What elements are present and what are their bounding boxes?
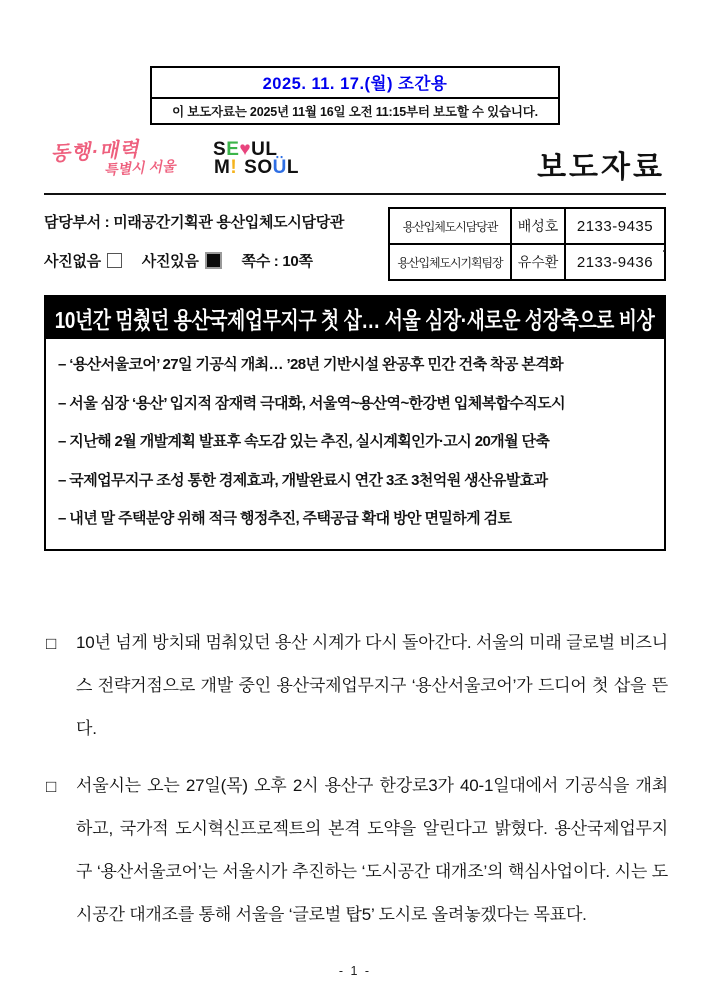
paragraph-marker: □ xyxy=(46,633,57,653)
logo-letters-ul: UL xyxy=(251,139,278,160)
slogan-line1: 동행·매력 xyxy=(50,138,141,166)
contact-title: 용산입체도시기획팀장 xyxy=(389,244,511,280)
photo-none-checkbox xyxy=(107,253,122,268)
paragraph-text: 서울시는 오는 27일(목) 오후 2시 용산구 한강로3가 40-1일대에서 기공식을 개최하고, 국가적 도시혁신프로젝트의 본격 도약을 알린다고 밝혔다. 용산국제업무지구 ‘용산서울코어’는 서울시가 추진하는 ‘도시공간 대개조’의 핵심사업이다. 시는 도시공간 대개조를 통해 서울을 ‘글로벌 탑5’ 도시로 올려놓겠다는 목표다. xyxy=(76,775,668,924)
heart-icon: ♥ xyxy=(239,139,252,160)
photo-yes-label: 사진있음 xyxy=(141,253,199,270)
headline-title: 10년간 멈췄던 용산국제업무지구 첫 삽… 서울 심장·새로운 성장축으로 비상 xyxy=(55,306,655,333)
seoul-my-soul-logo xyxy=(213,141,299,177)
paragraph-text: 10년 넘게 방치돼 멈춰있던 용산 시계가 다시 돌아간다. 서울의 미래 글로벌 비즈니스 전략거점으로 개발 중인 용산국제업무지구 ‘용산서울코어’가 드디어 첫 삽을 뜬다. xyxy=(76,632,668,738)
contact-info-section xyxy=(0,195,710,285)
headline-bullet: – ‘용산서울코어’ 27일 기공식 개최… ’28년 기반시설 완공후 민간 건축 착공 본격화 xyxy=(58,356,564,373)
stray-period: . xyxy=(662,240,666,255)
contact-row xyxy=(389,208,665,244)
contact-name: 유수환 xyxy=(511,244,565,280)
paragraph-marker: □ xyxy=(46,776,57,796)
headline-bullet: – 지난해 2월 개발계획 발표후 속도감 있는 추진, 실시계획인가·고시 20개월 단축 xyxy=(58,433,550,450)
contact-name: 배성호 xyxy=(511,208,565,244)
contact-row xyxy=(389,244,665,280)
header-logo-row xyxy=(0,125,710,187)
logo-letter-l: L xyxy=(286,157,299,178)
headline-box xyxy=(44,295,666,551)
photo-yes-checkbox xyxy=(205,252,222,269)
headline-bullet: – 서울 심장 ‘용산’ 입지적 잠재력 극대화, 서울역~용산역~한강변 입체복합수직도시 xyxy=(58,394,565,412)
logo-letter-e-green: E xyxy=(226,139,240,160)
pages-label: 쪽수 : xyxy=(241,253,279,270)
contact-phone: 2133-9435 xyxy=(565,208,665,244)
paragraph xyxy=(46,764,668,936)
contact-title: 용산입체도시담당관 xyxy=(389,208,511,244)
photo-none-label: 사진없음 xyxy=(44,253,101,270)
headline-bullets xyxy=(46,339,664,549)
headline-bar xyxy=(46,297,664,339)
embargo-notice-box xyxy=(150,66,560,125)
paragraph xyxy=(46,621,668,750)
article-body xyxy=(46,621,668,936)
dept-info xyxy=(44,207,384,271)
release-date: 2025. 11. 17.(월) 조간용 xyxy=(152,68,558,99)
headline-bullet: – 내년 말 주택분양 위해 적극 행정추진, 주택공급 확대 방안 면밀하게 검토 xyxy=(58,510,512,527)
logo-letter-s: S xyxy=(213,139,227,160)
page-number: - 1 - xyxy=(338,964,372,978)
seoul-city-slogan-logo xyxy=(50,138,180,180)
logo-letters-so: SO xyxy=(244,157,273,178)
contact-table xyxy=(388,207,666,281)
exclamation-icon: ! xyxy=(230,157,238,178)
dept-value: 미래공간기획관 용산입체도시담당관 xyxy=(113,214,345,231)
contact-phone: 2133-9436 xyxy=(565,244,665,280)
logo-letter-m: M xyxy=(214,157,231,178)
smile-u-icon: Ü xyxy=(272,157,287,178)
embargo-text: 이 보도자료는 2025년 11월 16일 오전 11:15부터 보도할 수 있습니다. xyxy=(172,105,538,119)
dept-label: 담당부서 : xyxy=(44,214,110,231)
headline-bullet: – 국제업무지구 조성 통한 경제효과, 개발완료시 연간 3조 3천억원 생산유발효과 xyxy=(58,471,548,489)
pages-value: 10쪽 xyxy=(282,253,313,270)
slogan-line2: 특별시 서울 xyxy=(103,158,176,178)
doc-type-title: 보도자료 xyxy=(537,151,665,184)
